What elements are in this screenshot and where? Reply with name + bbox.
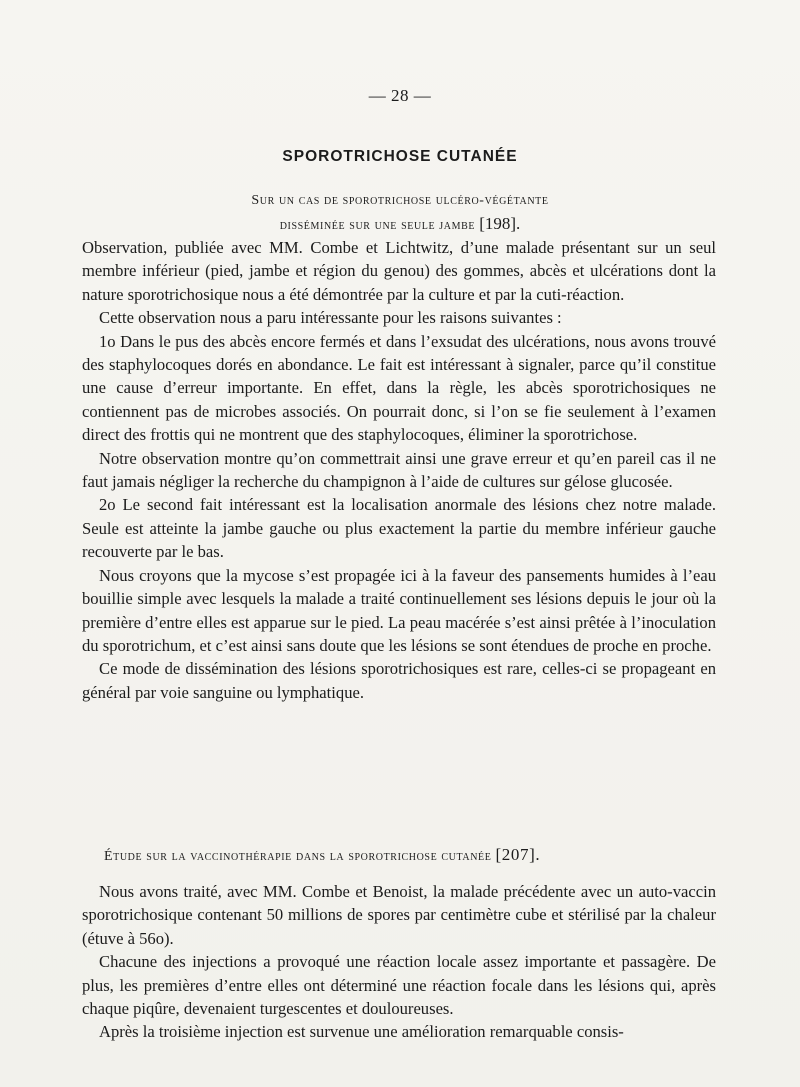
paragraph: Observation, publiée avec MM. Combe et Lichtwitz, d’une malade présentant sur un seul membre inférieur (pied, jambe et région du genou) des gommes, abcès et ulcérations dont la nature sporotrichosique nous a été démontrée par la culture et par la cuti-réaction. — [82, 238, 716, 304]
paragraph: Nous croyons que la mycose s’est propagée ici à la faveur des pansements humides à l’eau bouillie simple avec lesquels la malade a traité continuellement ses lésions depuis le jour où la première d’entre elles est apparue sur le pied. La peau macérée s’est ainsi prêtée à l’inoculation du sporotrichum, et c’est ainsi sans doute que les lésions se sont étendues de proche en proche. — [82, 565, 716, 655]
paragraph: Après la troisième injection est survenue une amélioration remarquable consis- — [99, 1022, 624, 1042]
paragraph: 1o Dans le pus des abcès encore fermés et dans l’exsudat des ulcérations, nous avons trouvé des staphylocoques dorés en abondance. Le fait est intéressant à signaler, parce qu’il constitue une cause d’erreur importante. En effet, dans la règle, les abcès sporotrichosiques ne contiennent pas de microbes associés. On pourrait donc, si l’on se fie seulement à l’examen direct des frottis qui ne montrent que des staphylocoques, éliminer la sporotrichose. — [82, 331, 716, 445]
paragraph: Cette observation nous a paru intéressante pour les raisons suivantes : — [99, 308, 562, 328]
article-reference: [198]. — [479, 214, 521, 233]
article-title-2-text: Étude sur la vaccinothérapie dans la sporotrichose cutanée — [104, 849, 492, 864]
paragraph: Chacune des injections a provoqué une réaction locale assez importante et passagère. De plus, les premières d’entre elles ont déterminé une réaction focale dans les lésions qui, après chaque piqûre, devenaient turgescentes et douloureuses. — [82, 952, 716, 1019]
page-number: — 28 — — [368, 86, 432, 105]
paragraph: Nous avons traité, avec MM. Combe et Benoist, la malade précédente avec un auto-vaccin sporotrichosique contenant 50 millions de spores par centimètre cube et stérilisé par la chaleur (étuve à 56o). — [82, 882, 716, 948]
article-title-line-2 — [0, 214, 800, 234]
paragraph: Notre observation montre qu’on commettrait ainsi une grave erreur et qu’en pareil cas il ne faut jamais négliger la recherche du champignon à l’aide de cultures sur gélose glucosée. — [82, 448, 716, 492]
article-title-2 — [104, 845, 724, 865]
article-body-2 — [82, 880, 716, 1044]
article-reference-2: [207]. — [495, 845, 541, 864]
article-title-line-1: Sur un cas de sporotrichose ulcéro-végétante — [251, 193, 549, 208]
section-title: SPOROTRICHOSE CUTANÉE — [282, 148, 518, 165]
article-title-line-2-text: disséminée sur une seule jambe — [279, 218, 476, 233]
paragraph: 2o Le second fait intéressant est la localisation anormale des lésions chez notre malade. Seule est atteinte la jambe gauche ou plus exactement la partie du membre inférieur gauche recouverte par le bas. — [82, 495, 716, 562]
paragraph: Ce mode de dissémination des lésions sporotrichosiques est rare, celles-ci se propageant en général par voie sanguine ou lymphatique. — [82, 659, 716, 702]
article-body-1 — [82, 236, 716, 704]
